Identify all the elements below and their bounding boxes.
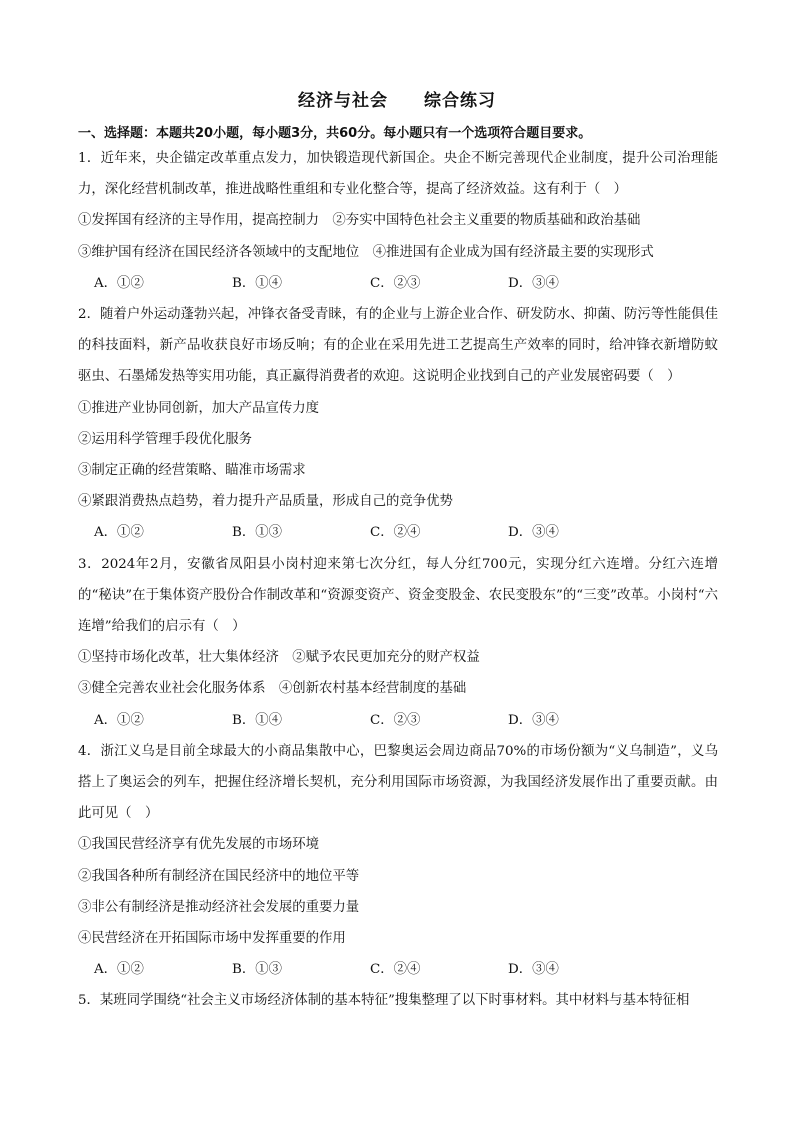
question-1	[78, 143, 718, 299]
option-b: B．①④	[232, 275, 283, 291]
option-d: D．③④	[508, 962, 559, 978]
question-item: ②运用科学管理手段优化服务	[78, 431, 253, 447]
option-a: A．①②	[94, 712, 144, 728]
option-c: C．②③	[370, 712, 421, 728]
option-b: B．①④	[232, 712, 283, 728]
question-item: ②我国各种所有制经济在国民经济中的地位平等	[78, 868, 360, 884]
question-4	[78, 736, 718, 986]
option-b: B．①③	[232, 525, 283, 541]
question-item: ④紧跟消费热点趋势，着力提升产品质量，形成自己的竞争优势	[78, 494, 453, 510]
question-item: ①推进产业协同创新，加大产品宣传力度	[78, 400, 320, 416]
option-c: C．②③	[370, 275, 421, 291]
option-c: C．②④	[370, 962, 421, 978]
answer-options	[94, 705, 718, 736]
option-a: A．①②	[94, 525, 144, 541]
option-d: D．③④	[508, 712, 559, 728]
option-a: A．①②	[94, 962, 144, 978]
page-title: 经济与社会 综合练习	[298, 91, 496, 111]
option-a: A．①②	[94, 275, 144, 291]
question-stem: 3．2024年2月，安徽省凤阳县小岗村迎来第七次分红，每人分红700元，实现分红六连增。分红六连增的“秘诀”在于集体资产股份合作制改革和“资源变资产、资金变股金、农民变股东”的“三变”改革。小岗村“六连增”给我们的启示有（ ）	[78, 556, 718, 635]
question-stem: 4．浙江义乌是目前全球最大的小商品集散中心，巴黎奥运会周边商品70%的市场份额为“义乌制造”，义乌搭上了奥运会的列车，把握住经济增长契机，充分利用国际市场资源，为我国经济发展作出了重要贡献。由此可见（ ）	[78, 743, 718, 822]
option-d: D．③④	[508, 525, 559, 541]
question-stem: 2．随着户外运动蓬勃兴起，冲锋衣备受青睐，有的企业与上游企业合作、研发防水、抑菌、防污等性能俱佳的科技面料，新产品收获良好市场反响；有的企业在采用先进工艺提高生产效率的同时，给冲锋衣新增防蚊驱虫、石墨烯发热等实用功能，真正赢得消费者的欢迎。这说明企业找到自己的产业发展密码要（ ）	[78, 307, 718, 385]
question-item: ③维护国有经济在国民经济各领域中的支配地位 ④推进国有企业成为国有经济最主要的实现形式	[78, 244, 654, 260]
question-item: ①坚持市场化改革，壮大集体经济 ②赋予农民更加充分的财产权益	[78, 650, 480, 666]
section-heading: 一、选择题：本题共20小题，每小题3分，共60分。每小题只有一个选项符合题目要求。	[78, 126, 592, 141]
question-item: ①我国民营经济享有优先发展的市场环境	[78, 837, 320, 853]
question-5	[78, 985, 718, 1016]
answer-options	[94, 517, 718, 548]
question-3	[78, 549, 718, 736]
question-stem: 1．近年来，央企锚定改革重点发力，加快锻造现代新国企。央企不断完善现代企业制度，提升公司治理能力，深化经营机制改革，推进战略性重组和专业化整合等，提高了经济效益。这有利于（ ）	[78, 151, 718, 198]
question-item: ①发挥国有经济的主导作用，提高控制力 ②夯实中国特色社会主义重要的物质基础和政治基础	[78, 213, 641, 229]
answer-options	[94, 954, 718, 985]
question-item: ③非公有制经济是推动经济社会发展的重要力量	[78, 899, 360, 915]
question-item: ③制定正确的经营策略、瞄准市场需求	[78, 463, 306, 479]
option-c: C．②④	[370, 525, 421, 541]
option-d: D．③④	[508, 275, 559, 291]
question-list	[78, 143, 718, 1017]
option-b: B．①③	[232, 962, 283, 978]
question-2	[78, 299, 718, 549]
question-stem: 5．某班同学围绕“社会主义市场经济体制的基本特征”搜集整理了以下时事材料。其中材料与基本特征相	[78, 993, 690, 1009]
question-item: ④民营经济在开拓国际市场中发挥重要的作用	[78, 931, 346, 947]
question-item: ③健全完善农业社会化服务体系 ④创新农村基本经营制度的基础	[78, 681, 467, 697]
answer-options	[94, 268, 718, 299]
